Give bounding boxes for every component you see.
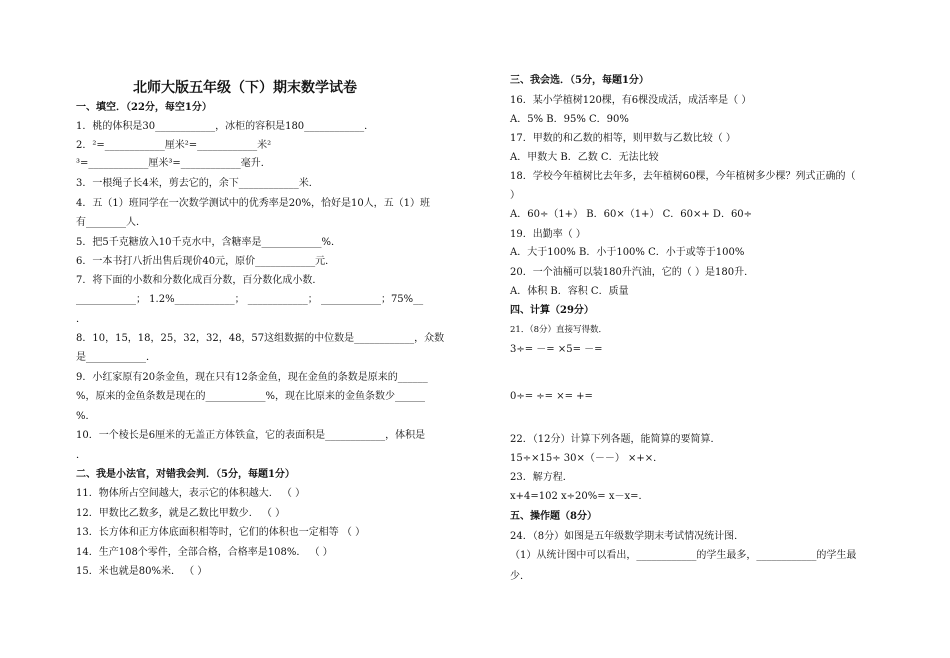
question-line: 0÷= ÷= ×= += [510, 391, 593, 402]
question-line: ． [76, 314, 86, 325]
question-line: 15．米也就是80%米． （ ） [76, 566, 208, 577]
question-line: A．5% B．95% C．90% [510, 114, 629, 125]
question-line: 15÷×15÷ 30×（－－） ×+×． [510, 453, 664, 464]
question-line: A．体积 B．容积 C．质量 [510, 286, 629, 297]
section-heading: 三、我会选．（5分，每题1分） [510, 75, 649, 86]
question-line: 少． [510, 571, 530, 582]
question-line: 有________人． [76, 217, 146, 228]
question-line: %． [76, 411, 96, 422]
question-line: A．60÷（1+） B．60×（1+） C．60×+ D．60÷ [510, 209, 753, 220]
question-line: 9．小红家原有20条金鱼，现在只有12条金鱼，现在金鱼的条数是原来的______ [76, 372, 428, 383]
question-line: 6．一本书打八折出售后现价40元，原价____________元． [76, 256, 336, 267]
question-line: 24．（8分）如图是五年级数学期末考试情况统计图． [510, 531, 745, 542]
question-line: ____________； 1.2%____________； ____________； ____________；75%__ [76, 294, 424, 305]
section-heading: 五、操作题（8分） [510, 511, 597, 522]
section-heading: 一、填空．（22分，每空1分） [76, 102, 212, 113]
question-line: 13．长方体和正方体底面积相等时，它们的体积也一定相等 （ ） [76, 527, 366, 538]
section-heading: 四、计算（29分） [510, 305, 594, 316]
question-line: 10．一个棱长是6厘米的无盖正方体铁盒，它的表面积是____________，体积是 [76, 430, 426, 441]
question-line: 18．学校今年植树比去年多，去年植树60棵，今年植树多少棵？列式正确的（ [510, 171, 856, 182]
question-line: 21．（8分）直接写得数． [510, 325, 607, 335]
question-line: 11．物体所占空间越大，表示它的体积越大． （ ） [76, 488, 306, 499]
question-line: 3÷= －= ×5= －= [510, 344, 603, 355]
question-line: 20．一个油桶可以装180升汽油，它的（ ）是180升． [510, 267, 755, 278]
question-line: ． [76, 450, 86, 461]
question-line: ） [510, 190, 520, 201]
question-line: 19．出勤率（ ） [510, 229, 586, 240]
question-line: A．甲数大 B．乙数 C．无法比较 [510, 152, 659, 163]
question-line: 是____________． [76, 352, 156, 363]
page-title: 北师大版五年级（下）期末数学试卷 [133, 80, 357, 96]
question-line: %，原来的金鱼条数是现在的____________%，现在比原来的金鱼条数少______ [76, 391, 426, 402]
question-line: 5．把5千克糖放入10千克水中，含糖率是____________%． [76, 237, 341, 248]
question-line: （1）从统计图中可以看出，____________的学生最多，____________的学生最 [510, 550, 857, 561]
question-line: A．大于100% B．小于100% C．小于或等于100% [510, 247, 745, 258]
section-heading: 二、我是小法官，对错我会判．（5分，每题1分） [76, 469, 295, 480]
question-line: 12．甲数比乙数多，就是乙数比甲数少． （ ） [76, 508, 286, 519]
question-line: 17．甲数的和乙数的相等，则甲数与乙数比较（ ） [510, 133, 736, 144]
question-line: ³=____________厘米³=____________毫升． [76, 158, 271, 169]
question-line: 22．（12分）计算下列各题，能简算的要简算． [510, 434, 721, 445]
question-line: 3．一根绳子长4米，剪去它的，余下____________米． [76, 178, 319, 189]
question-line: 4．五（1）班同学在一次数学测试中的优秀率是20%，恰好是10人，五（1）班 [76, 198, 431, 209]
question-line: 7．将下面的小数和分数化成百分数，百分数化成小数． [76, 275, 323, 286]
question-line: 16．某小学植树120棵，有6棵没成活，成活率是（ ） [510, 95, 752, 106]
question-line: x+4=102 x÷20%= x－x=． [510, 491, 649, 502]
question-line: 1．桃的体积是30____________，冰柜的容积是180____________． [76, 121, 375, 132]
question-line: 8．10，15，18，25，32，32，48，57这组数据的中位数是____________，众数 [76, 333, 445, 344]
question-line: 2．²=____________厘米²=____________米² [76, 140, 272, 151]
question-line: 23．解方程． [510, 472, 573, 483]
question-line: 14．生产108个零件，全部合格，合格率是108%． （ ） [76, 547, 333, 558]
